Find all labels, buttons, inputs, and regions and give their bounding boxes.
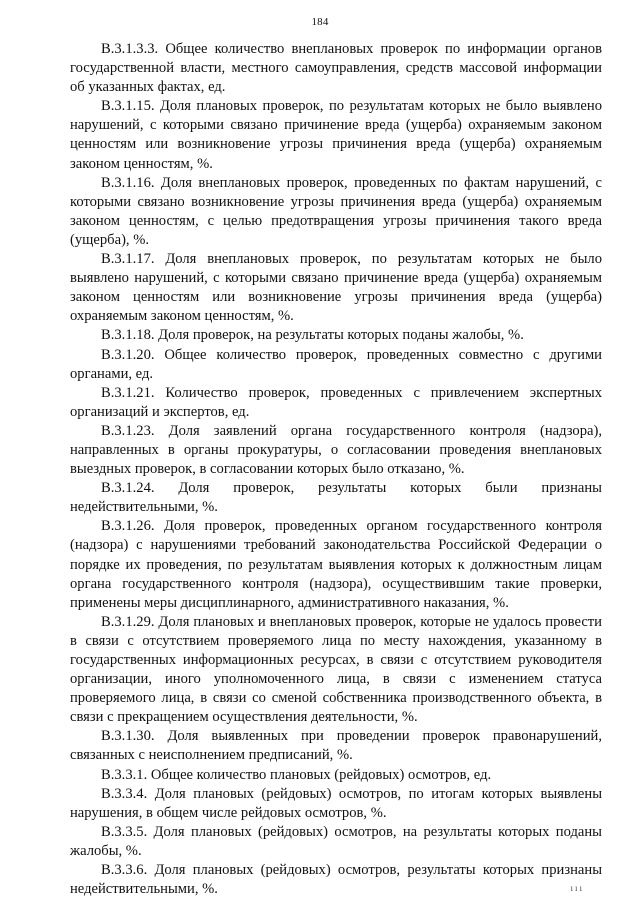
paragraph-3-3-1: В.3.3.1. Общее количество плановых (рейдовых) осмотров, ед. xyxy=(101,766,492,783)
paragraph-3-3-4: В.3.3.4. Доля плановых (рейдовых) осмотров, по итогам которых выявлены нарушения, в общем числе рейдовых осмотров, %. xyxy=(70,785,602,821)
paragraph-3-1-17: В.3.1.17. Доля внеплановых проверок, по результатам которых не было выявлено нарушений, с которыми связано причинение вреда (ущерба) охраняемым законом ценностям или возникновение угрозы причинения вреда (ущерба) охраняемым законом ценностям, %. xyxy=(70,251,602,325)
paragraph-3-1-29: В.3.1.29. Доля плановых и внеплановых проверок, которые не удалось провести в связи с отсутствием проверяемого лица по месту нахождения, указанному в государственных информационных ресурсах, в связи с отсутствием руководителя организации, иного уполномоченного лица, в связи с изменением статуса проверяемого лица, в связи со сменой собственника производственного объекта, в связи с прекращением осуществления деятельности, %. xyxy=(70,613,602,726)
paragraph-3-1-3-3: В.3.1.3.3. Общее количество внеплановых проверок по информации органов государственной власти, местного самоуправления, средств массовой информации об указанных фактах, ед. xyxy=(70,41,602,96)
paragraph-3-3-5: В.3.3.5. Доля плановых (рейдовых) осмотров, на результаты которых поданы жалобы, %. xyxy=(70,823,602,859)
paragraph-3-1-23: В.3.1.23. Доля заявлений органа государственного контроля (надзора), направленных в органы прокуратуры, о согласовании проведения внеплановых выездных проверок, в согласовании которых было отказано, %. xyxy=(70,422,602,478)
paragraph-3-3-6: В.3.3.6. Доля плановых (рейдовых) осмотров, результаты которых признаны недействительными, %. xyxy=(70,862,602,898)
page-number: 184 xyxy=(311,16,329,28)
paragraph-3-1-20: В.3.1.20. Общее количество проверок, проведенных совместно с другими органами, ед. xyxy=(70,346,602,382)
paragraph-3-1-24: В.3.1.24. Доля проверок, результаты которых были признаны недействительными, %. xyxy=(70,480,602,516)
paragraph-3-1-15: В.3.1.15. Доля плановых проверок, по результатам которых не было выявлено нарушений, с которыми связано причинение вреда (ущерба) охраняемым законом ценностям или возникновение угрозы причинения вреда (ущерба) охраняемым законом ценностям, %. xyxy=(70,98,602,172)
paragraph-3-1-21: В.3.1.21. Количество проверок, проведенных с привлечением экспертных организаций и экспертов, ед. xyxy=(70,384,602,420)
paragraph-3-1-18: В.3.1.18. Доля проверок, на результаты которых поданы жалобы, %. xyxy=(101,327,524,344)
paragraph-3-1-26: В.3.1.26. Доля проверок, проведенных органом государственного контроля (надзора) с нарушениями требований законодательства Российской Федерации о порядке их проведения, по результатам выявления которых к должностным лицам органа государственного контроля (надзора), осуществившим такие проверки, применены меры дисциплинарного, административного наказания, %. xyxy=(70,518,602,611)
scan-corner-mark: ııı xyxy=(570,883,584,893)
paragraph-3-1-16: В.3.1.16. Доля внеплановых проверок, проведенных по фактам нарушений, с которыми связано возникновение угрозы причинения вреда (ущерба) охраняемым законом ценностям, с целью предотвращения угрозы причинения такого вреда (ущерба), %. xyxy=(70,174,602,248)
document-body xyxy=(70,40,602,899)
paragraph-3-1-30: В.3.1.30. Доля выявленных при проведении проверок правонарушений, связанных с неисполнением предписаний, %. xyxy=(70,728,602,764)
